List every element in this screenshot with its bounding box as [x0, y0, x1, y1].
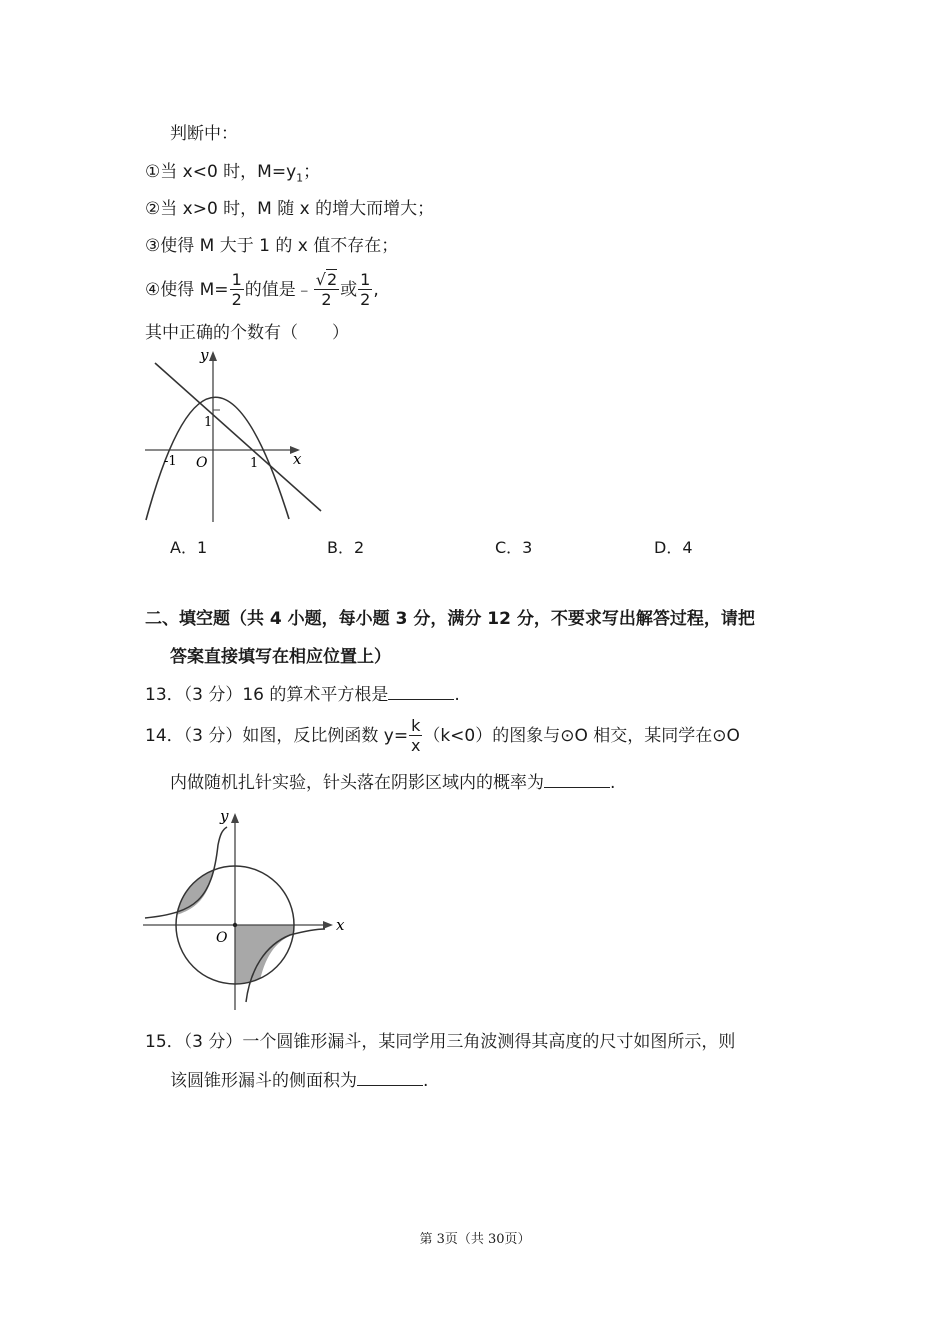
statement-3: ③使得 M 大于 1 的 x 值不存在； — [145, 236, 399, 256]
section-heading-cont: 答案直接填写在相应位置上） — [170, 647, 391, 667]
question-13 — [145, 683, 460, 707]
statement-4-end: , — [373, 280, 379, 300]
answer-blank-15[interactable] — [357, 1069, 423, 1086]
linear-line — [155, 363, 321, 511]
x-label: x — [336, 916, 345, 934]
statement-4-or: 或 — [340, 280, 358, 300]
x-axis-arrow — [323, 921, 333, 929]
y-label: y — [220, 807, 229, 825]
y-label: y — [200, 346, 209, 364]
question-14-text: 14．（3 分）如图，反比例函数 y= — [145, 726, 409, 746]
fraction-one-half: $\frac{1}{2}$ — [231, 270, 242, 309]
statement-1 — [145, 160, 320, 190]
statement-2: ②当 x>0 时，M 随 x 的增大而增大； — [145, 199, 435, 219]
answer-blank-14[interactable] — [544, 771, 610, 788]
origin-label: O — [216, 930, 228, 946]
question-14 — [145, 718, 740, 754]
tick-label-y-one: 1 — [204, 415, 213, 430]
choice-b[interactable]: B．2 — [327, 538, 365, 557]
y-axis-arrow — [209, 351, 217, 361]
section-heading: 二、填空题（共 4 小题，每小题 3 分，满分 12 分，不要求写出解答过程，请把 — [145, 609, 755, 629]
statement-1-text: ①当 x<0 时，M=y — [145, 162, 297, 182]
statement-1-subscript: 1 — [296, 171, 304, 185]
question-13-text: 13．（3 分）16 的算术平方根是 — [145, 685, 389, 705]
question-15-line2-text: 该圆锥形漏斗的侧面积为 — [170, 1071, 357, 1091]
question-14-line2 — [170, 771, 615, 795]
x-label: x — [293, 450, 302, 468]
shaded-upper-left — [170, 860, 215, 917]
page-footer: 第 3页（共 30页） — [419, 1232, 531, 1247]
choice-c[interactable]: C．3 — [495, 538, 533, 557]
question-15: 15．（3 分）一个圆锥形漏斗，某同学用三角波测得其高度的尺寸如图所示，则 — [145, 1032, 736, 1052]
question-end: 其中正确的个数有（ ） — [145, 323, 349, 343]
statement-4-mid: 的值是﹣ — [244, 280, 313, 300]
question-14-end: . — [610, 773, 616, 793]
statement-4-text: ④使得 M= — [145, 280, 229, 300]
origin-label: O — [196, 455, 208, 471]
statement-1-end: ； — [303, 162, 321, 182]
y-axis-arrow — [231, 813, 239, 823]
graph-parabola-line — [140, 345, 340, 525]
judge-intro: 判断中： — [170, 124, 238, 144]
question-15-end: . — [423, 1071, 429, 1091]
question-14-line2-text: 内做随机扎针实验，针头落在阴影区域内的概率为 — [170, 773, 544, 793]
choice-d[interactable]: D．4 — [654, 538, 693, 557]
fraction-sqrt2-over-2: $\frac{√2}{2}$ — [315, 270, 338, 309]
graph-circle-hyperbola — [140, 805, 350, 1015]
choice-a[interactable]: A．1 — [170, 538, 208, 557]
statement-4 — [145, 272, 379, 308]
fraction-one-half-b: $\frac{1}{2}$ — [360, 270, 371, 309]
tick-label-neg-one: -1 — [164, 454, 177, 469]
question-15-line2 — [170, 1069, 428, 1093]
answer-blank-13[interactable] — [388, 683, 454, 700]
question-14-cont: （k<0）的图象与⊙O 相交，某同学在⊙O — [423, 726, 740, 746]
fraction-k-over-x: $\frac{k}{x}$ — [410, 716, 421, 755]
tick-label-x-one: 1 — [250, 456, 259, 471]
origin-dot — [233, 923, 237, 927]
question-13-end: . — [454, 685, 460, 705]
